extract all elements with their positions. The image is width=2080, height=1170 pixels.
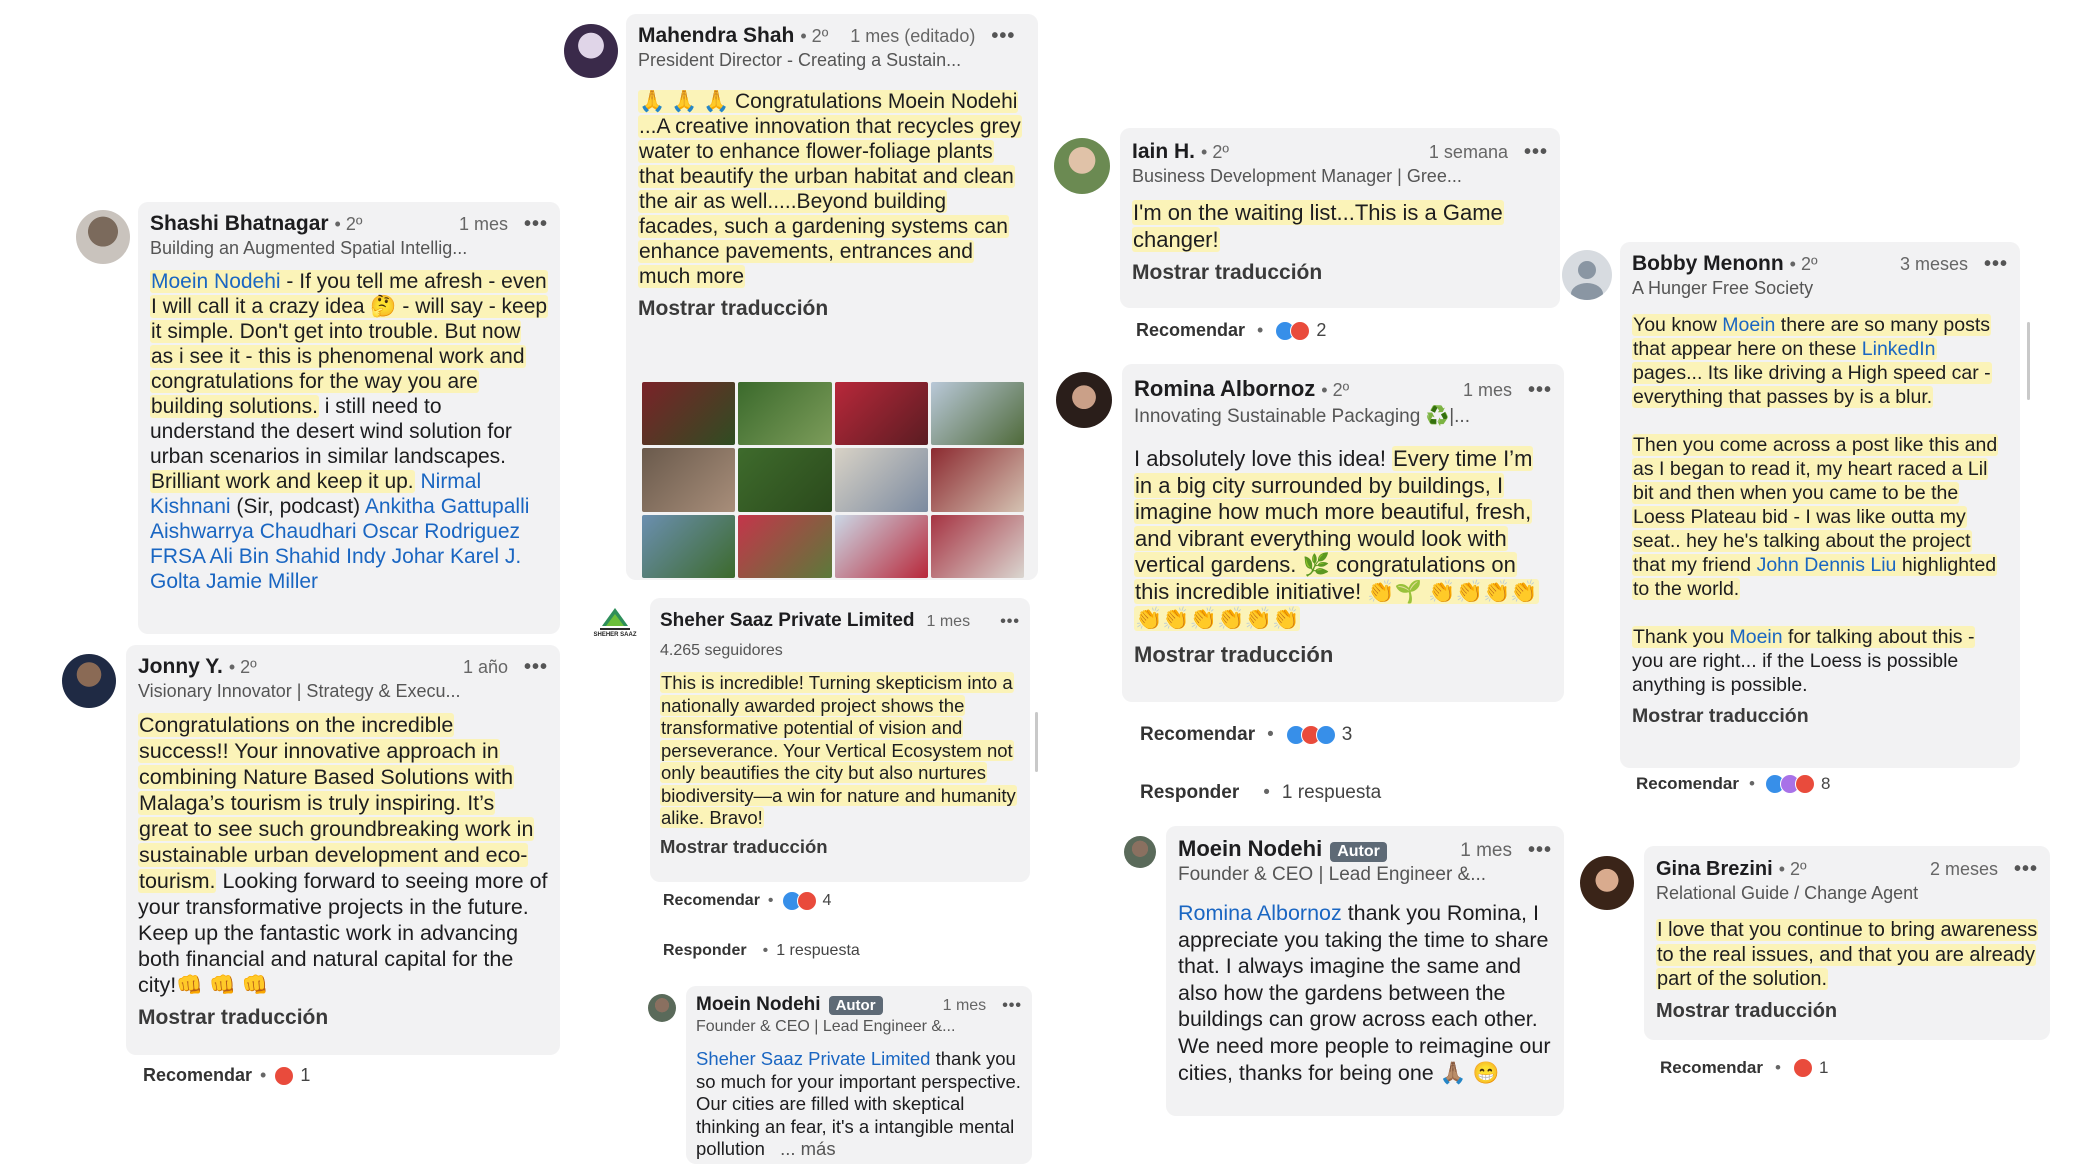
more-options-icon[interactable]: •••: [523, 656, 548, 678]
avatar[interactable]: [1054, 138, 1110, 194]
author-name[interactable]: Jonny Y.: [138, 655, 223, 678]
reactions-icon[interactable]: [274, 1066, 294, 1086]
connection-degree: • 2º: [1321, 380, 1350, 400]
like-button[interactable]: Recomendar: [663, 892, 760, 909]
timestamp: 1 mes (editado): [850, 26, 976, 46]
show-translation-link[interactable]: Mostrar traducción: [1656, 999, 1838, 1022]
more-options-icon[interactable]: •••: [2013, 858, 2038, 880]
author-name[interactable]: Mahendra Shah: [638, 24, 795, 47]
timestamp: 1 año: [462, 657, 508, 677]
comment-card-romina: [1122, 364, 1564, 702]
reply-card-moein-2: [1166, 826, 1564, 1116]
show-translation-link[interactable]: Mostrar traducción: [1134, 642, 1334, 668]
comment-card-iain: [1120, 128, 1560, 308]
comment-actions: Recomendar • 8: [1636, 774, 1831, 793]
reactions-icon[interactable]: [1765, 774, 1815, 794]
comment-text: 🙏 🙏 🙏 Congratulations Moein Nodehi ...A creative innovation that recycles grey water to enhance flower-foliage plants that beautify the urban habitat and clean the air as well.....Beyond building facades, such a gardening systems can enhance pavements, entrances and much more: [639, 90, 1021, 288]
comment-text: Romina Albornoz thank you Romina, I appreciate you taking the time to share that. I always imagine the same and also how the gardens between the buildings can grow across each other. We need more people to reimagine our cities, thanks for being one 🙏🏽 😁: [1178, 901, 1551, 1085]
timestamp: 3 meses: [1899, 254, 1968, 274]
scrollbar[interactable]: [2027, 322, 2030, 400]
mention-link[interactable]: Nirmal Kishnani: [150, 470, 482, 518]
reply-button[interactable]: Responder: [663, 942, 747, 959]
linkedin-link[interactable]: LinkedIn: [1861, 338, 1936, 360]
replies-count[interactable]: 1 respuesta: [776, 942, 860, 959]
follower-count: 4.265 seguidores: [660, 642, 783, 659]
author-headline: Founder & CEO | Lead Engineer &...: [696, 1018, 956, 1035]
like-button[interactable]: Recomendar: [1136, 320, 1246, 340]
author-headline: Relational Guide / Change Agent: [1656, 883, 1919, 903]
see-more-link[interactable]: ... más: [780, 1138, 836, 1159]
like-button[interactable]: Recomendar: [1140, 724, 1256, 745]
timestamp: 1 mes: [1462, 380, 1512, 400]
show-translation-link[interactable]: Mostrar traducción: [1132, 261, 1323, 284]
author-name[interactable]: Moein Nodehi: [1178, 836, 1323, 861]
more-options-icon[interactable]: •••: [1527, 379, 1552, 401]
comment-actions: Recomendar • 2: [1136, 320, 1327, 340]
comment-card-bobby: [1620, 242, 2020, 768]
comment-text: I absolutely love this idea! Every time I’m in a big city surrounded by buildings, I imagine how much more beautiful, fresh, and vibrant everything would look with vertical gardens. 🌿 congratulations on this incredible initiative! 👏🌱 👏👏👏👏👏👏👏👏👏👏: [1134, 446, 1538, 631]
author-headline: Innovating Sustainable Packaging ♻️|...: [1134, 406, 1470, 427]
reactions-icon[interactable]: [782, 891, 817, 911]
reaction-count: 8: [1820, 774, 1831, 793]
author-name[interactable]: Moein Nodehi: [696, 994, 821, 1015]
more-options-icon[interactable]: •••: [991, 25, 1016, 47]
connection-degree: • 2º: [1789, 254, 1818, 274]
reaction-count: 4: [822, 892, 832, 909]
comment-card-gina: [1644, 846, 2050, 1040]
author-headline: A Hunger Free Society: [1632, 278, 1814, 298]
more-options-icon[interactable]: •••: [1527, 839, 1552, 861]
more-options-icon[interactable]: •••: [1000, 613, 1020, 630]
more-options-icon[interactable]: •••: [1523, 141, 1548, 163]
comment-card-sheher: [650, 598, 1030, 882]
author-headline: Visionary Innovator | Strategy & Execu...: [138, 681, 461, 701]
author-name[interactable]: Bobby Menonn: [1632, 252, 1784, 275]
comment-actions: Recomendar • 3: [1140, 724, 1353, 745]
author-badge: Autor: [829, 996, 883, 1015]
author-headline: Founder & CEO | Lead Engineer &...: [1178, 864, 1487, 885]
mention-link[interactable]: John Dennis Liu: [1756, 554, 1897, 576]
avatar[interactable]: [1562, 250, 1612, 300]
author-headline: Building an Augmented Spatial Intellig...: [150, 238, 468, 258]
show-translation-link[interactable]: Mostrar traducción: [1632, 705, 1809, 727]
like-button[interactable]: Recomendar: [1660, 1058, 1763, 1077]
reaction-count: 2: [1316, 320, 1327, 340]
show-translation-link[interactable]: Mostrar traducción: [138, 1006, 329, 1029]
reply-button[interactable]: Responder: [1140, 782, 1240, 803]
author-name[interactable]: Sheher Saaz Private Limited: [660, 610, 915, 631]
attached-photo-collage[interactable]: [642, 382, 1024, 578]
avatar[interactable]: [1124, 836, 1156, 868]
author-name[interactable]: Gina Brezini: [1656, 858, 1773, 880]
timestamp: 1 mes: [1460, 840, 1512, 861]
timestamp: 2 meses: [1929, 859, 1998, 879]
connection-degree: • 2º: [1778, 859, 1807, 879]
avatar[interactable]: [1056, 372, 1112, 428]
comment-text: Congratulations on the incredible success!! Your innovative approach in combining Nature Based Solutions with Malaga’s tourism is truly inspiring. It’s great to see such groundbreaking work in sustainable urban development and eco-tourism. Looking forward to seeing more of your transformative projects in the future. Keep up the fantastic work in advancing both financial and natural capital for the city!👊 👊 👊: [138, 713, 548, 997]
reaction-count: 3: [1341, 724, 1353, 745]
connection-degree: • 2º: [800, 26, 829, 46]
comment-actions: Recomendar • 4: [663, 892, 832, 909]
author-badge: Autor: [1330, 842, 1387, 862]
more-options-icon[interactable]: •••: [1983, 253, 2008, 275]
timestamp: 1 mes: [942, 997, 987, 1014]
comment-text: Moein Nodehi - If you tell me afresh - even I will call it a crazy idea 🤔 - will say - keep it simple. Don't get into trouble. But now as i see it - this is phenomenal work and congratulations for the way you are building solutions. i still need to understand the desert wind solution for urban scenarios in similar landscapes. Brilliant work and keep it up. Nirmal Kishnani (Sir, podcast) Ankitha Gattupalli Aishwarrya Chaudhari Oscar Rodriguez FRSA Ali Bin Shahid Indy Johar Karel J. Golta Jamie Miller: [150, 270, 548, 593]
timestamp: 1 mes: [458, 214, 508, 234]
comment-text: Sheher Saaz Private Limited thank you so much for your important perspective. Our cities are filled with skeptical thinking an fear, it's a intangible mental pollution ... más: [696, 1048, 1021, 1159]
avatar[interactable]: [564, 24, 618, 78]
more-options-icon[interactable]: •••: [1002, 997, 1022, 1014]
comment-text: You know Moein there are so many posts that appear here on these LinkedIn pages... Its like driving a High speed car - everything that passes by is a blur. Then you come across a post like this and as I began to read it, my heart raced a Lil bit and then when you came to be the Loess Plateau bid - I was like outta my seat.. hey he's talking about the project that my friend John Dennis Liu highlighted to the world. Thank you Moein for talking about this - you are right... if the Loess is possible anything is possible.: [1632, 314, 1998, 696]
timestamp: 1 mes: [926, 613, 971, 630]
comment-card-shashi: [138, 202, 560, 634]
reply-actions: Responder • 1 respuesta: [1140, 782, 1382, 803]
reaction-count: 1: [1818, 1058, 1829, 1077]
reactions-icon[interactable]: [1286, 725, 1336, 745]
like-button[interactable]: Recomendar: [1636, 774, 1739, 793]
connection-degree: • 2º: [334, 214, 363, 234]
mention-link[interactable]: Sheher Saaz Private Limited: [696, 1048, 931, 1069]
comment-text: I love that you continue to bring awareness to the real issues, and that you are already part of the solution.: [1657, 919, 2038, 990]
show-translation-link[interactable]: Mostrar traducción: [660, 835, 828, 857]
connection-degree: • 2º: [1201, 142, 1229, 162]
more-options-icon[interactable]: •••: [523, 213, 548, 235]
author-name[interactable]: Romina Albornoz: [1134, 376, 1316, 401]
reactions-icon[interactable]: [1275, 321, 1310, 341]
reply-card-moein-1: [686, 986, 1032, 1164]
reaction-count: 1: [300, 1065, 311, 1085]
show-translation-link[interactable]: Mostrar traducción: [638, 297, 829, 320]
tagged-people-links[interactable]: Ankitha Gattupalli Aishwarrya Chaudhari Oscar Rodriguez FRSA Ali Bin Shahid Indy Johar Karel J. Golta Jamie Miller: [150, 495, 530, 593]
comment-text: I'm on the waiting list...This is a Game changer!: [1133, 200, 1503, 252]
avatar[interactable]: [1580, 856, 1634, 910]
author-headline: Business Development Manager | Gree...: [1132, 166, 1462, 186]
timestamp: 1 semana: [1428, 142, 1508, 162]
scrollbar[interactable]: [1035, 712, 1038, 772]
author-name[interactable]: Shashi Bhatnagar: [150, 212, 329, 235]
logo-text: SHEHER SAAZ: [593, 632, 637, 638]
mention-link[interactable]: Romina Albornoz: [1178, 901, 1342, 925]
avatar[interactable]: [76, 210, 130, 264]
comment-actions: Recomendar • 1: [1660, 1058, 1829, 1077]
mention-link[interactable]: Moein Nodehi: [151, 270, 281, 293]
like-button[interactable]: Recomendar: [143, 1065, 253, 1085]
avatar[interactable]: [648, 994, 676, 1022]
author-headline: President Director - Creating a Sustain...: [638, 50, 962, 70]
reactions-icon[interactable]: [1793, 1058, 1813, 1078]
avatar[interactable]: [62, 654, 116, 708]
comment-text: This is incredible! Turning skepticism into a nationally awarded project shows the transformative potential of vision and perseverance. Your Vertical Ecosystem not only beautifies the city but also nurtures biodiversity—a win for nature and humanity alike. Bravo!: [661, 672, 1016, 828]
company-logo[interactable]: [592, 604, 638, 644]
reply-actions: Responder • 1 respuesta: [663, 942, 860, 959]
comment-card-jonny: [126, 645, 560, 1055]
mention-link[interactable]: Moein: [1729, 626, 1783, 648]
replies-count[interactable]: 1 respuesta: [1281, 782, 1382, 803]
mention-link[interactable]: Moein: [1722, 314, 1776, 336]
author-name[interactable]: Iain H.: [1132, 140, 1196, 163]
connection-degree: • 2º: [228, 657, 257, 677]
comment-actions: Recomendar • 1: [143, 1065, 311, 1085]
